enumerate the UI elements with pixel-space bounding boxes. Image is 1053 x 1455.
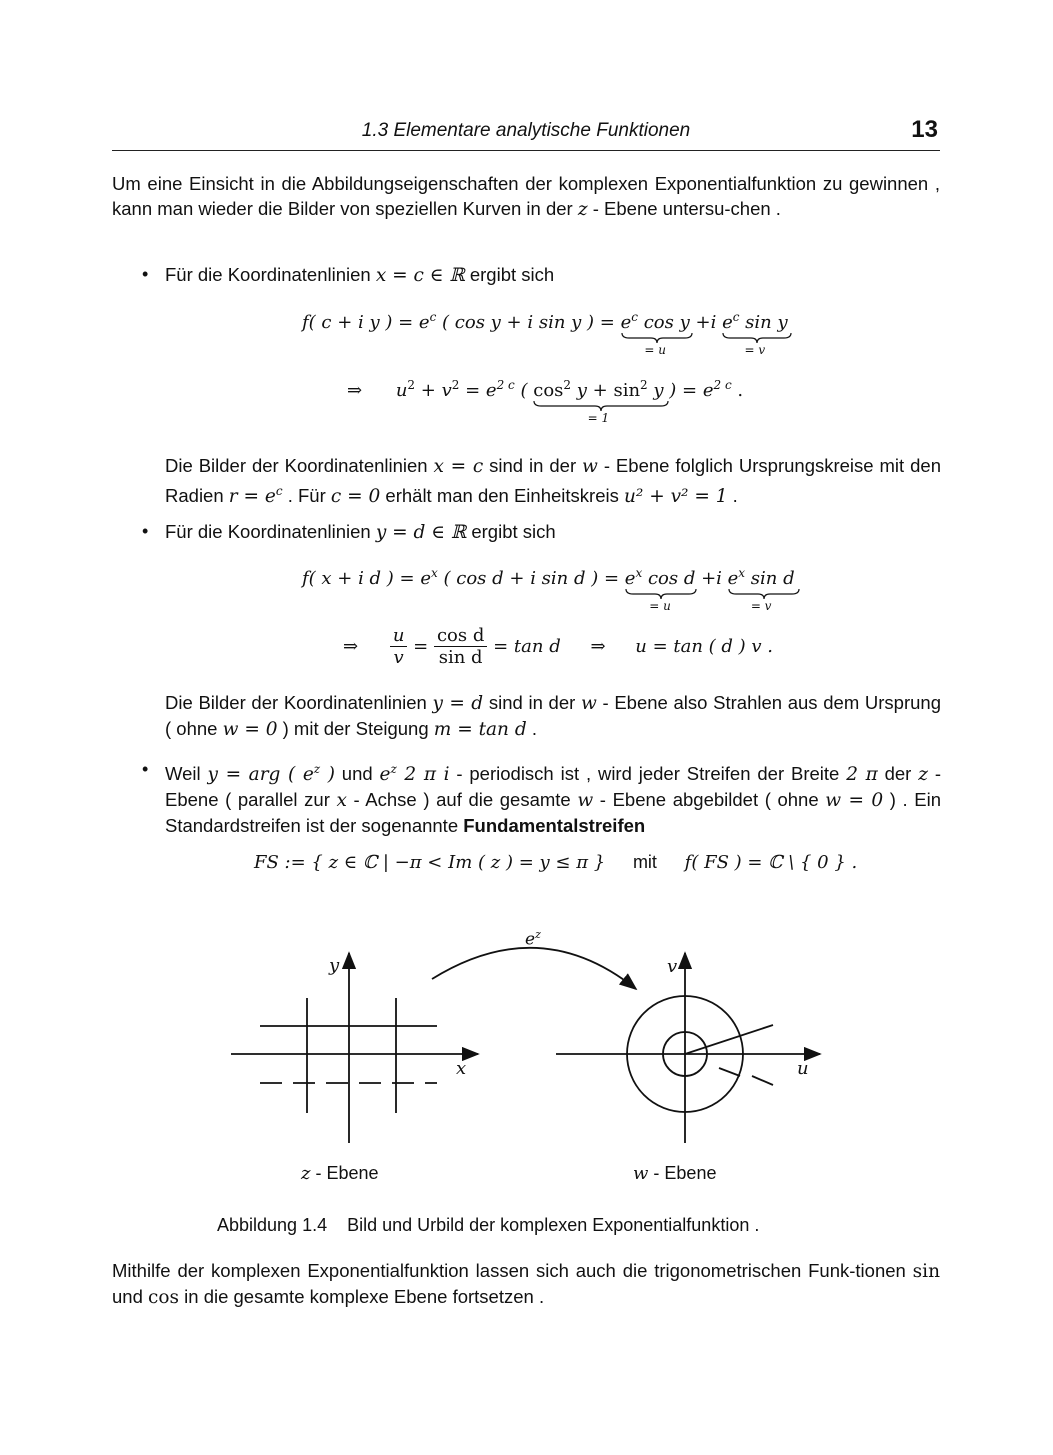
closing-paragraph: Mithilfe der komplexen Exponentialfunktion lassen sich auch die trigonometrischen Funk-tionen sin und cos in die gesamte komplexe Ebene fortsetzen . [112, 1260, 940, 1308]
x-axis-label: x [456, 1058, 467, 1079]
arrow-label: $e^z$ [525, 928, 541, 950]
underbrace-v-2: $e^x$ sin d = v [728, 566, 795, 589]
bullet-2-text: Die Bilder der Koordinatenlinien y = d sind in der w - Ebene also Strahlen aus dem Ursprung ( ohne w = 0 ) mit der Steigung m = tan d . [165, 692, 941, 740]
underbrace-v: $e^c$ sin y = v [722, 310, 788, 333]
equation-2b: ⇒ $\frac{u}{v}$ = $\frac{\text{cos d}}{\text{sin d}}$ = tan d ⇒ u = tan ( d ) v . [343, 625, 774, 668]
bullet-marker-2: • [142, 521, 149, 541]
v-axis-label: v [667, 956, 678, 977]
bullet-1-lead: Für die Koordinatenlinien x = c ∈ ℝ ergibt sich [165, 264, 555, 286]
bullet-marker-1: • [142, 264, 149, 284]
equation-1a: f( c + i y ) = $e^c$ ( cos y + i sin y ) = $e^c$ cos y = u +i $e^c$ sin y = v [302, 310, 788, 333]
inner-circle [663, 1032, 707, 1076]
outer-circle [627, 996, 743, 1112]
bullet-2-lead: Für die Koordinatenlinien y = d ∈ ℝ ergibt sich [165, 521, 556, 543]
bullet-marker-3: • [142, 759, 149, 779]
underbrace-u-2: $e^x$ cos d = u [624, 566, 696, 613]
w-plane-diagram [556, 953, 820, 1143]
ray-lower-segment-1 [719, 1068, 740, 1076]
w-plane-label: w - Ebene [633, 1163, 717, 1184]
underbrace-one: $\cos^2 y + \sin^2 y$ = 1 [533, 378, 663, 401]
underbrace-u: $e^c$ cos y = u [620, 310, 690, 357]
z-plane-label: z - Ebene [301, 1163, 379, 1184]
z-plane-diagram [231, 953, 478, 1143]
running-header [112, 118, 940, 151]
ray-upper [685, 1025, 773, 1054]
intro-paragraph: Um eine Einsicht in die Abbildungseigenschaften der komplexen Exponentialfunktion zu gewinnen , kann man wieder die Bilder von speziellen Kurven in der z - Ebene untersu-chen . [112, 173, 940, 220]
figure-caption: Abbildung 1.4 Bild und Urbild der komplexen Exponentialfunktion . [217, 1215, 760, 1235]
ray-lower-segment-2 [752, 1076, 773, 1085]
mapping-arrow [432, 948, 636, 989]
equation-1b: ⇒ $u^2 + v^2 = e^{2 c}$ ( $\cos^2 y + \sin^2 y$ = 1 ) = $e^{2 c}$ . [347, 378, 744, 425]
fundamental-strip-equation: FS := { z ∈ ℂ | −π < Im ( z ) = y ≤ π } mit f( FS ) = ℂ \ { 0 } . [254, 852, 858, 873]
bullet-1-text: Die Bilder der Koordinatenlinien x = c sind in der w - Ebene folglich Ursprungskreise mit den Radien $r = e^c$ . Für c = 0 erhält man den Einheitskreis u² + v² = 1 . [165, 455, 941, 508]
y-axis-label: y [329, 955, 340, 976]
bullet-3-text: Weil y = arg ( $e^z$ ) und $e^z$ 2 π i - periodisch ist , wird jeder Streifen der Breite 2 π der z - Ebene ( parallel zur x - Achse ) auf die gesamte w - Ebene abgebildet ( ohne w = 0 ) . Ein Standardstreifen ist der sogenannte Fundamentalstreifen [165, 762, 941, 837]
u-axis-label: u [797, 1058, 809, 1079]
page-number: 13 [911, 116, 938, 143]
section-title: 1.3 Elementare analytische Funktionen [361, 120, 691, 141]
equation-2a: f( x + i d ) = $e^x$ ( cos d + i sin d ) = $e^x$ cos d = u +i $e^x$ sin d = v [302, 566, 795, 589]
